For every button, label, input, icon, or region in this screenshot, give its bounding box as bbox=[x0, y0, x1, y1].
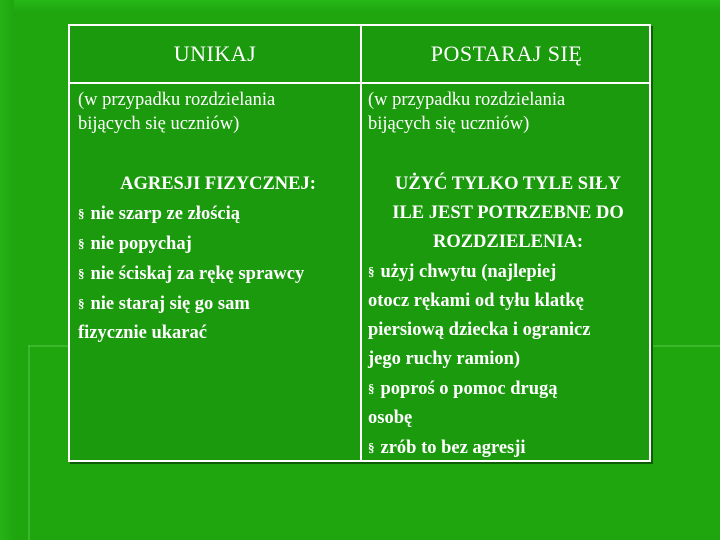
section-title: UŻYĆ TYLKO TYLE SIŁY ILE JEST POTRZEBNE DO ROZDZIELENIA: bbox=[392, 174, 624, 252]
column-divider bbox=[360, 26, 362, 460]
context-note bbox=[368, 88, 648, 136]
background-band-left bbox=[0, 0, 14, 540]
list-item: § nie staraj się go sam bbox=[78, 289, 358, 319]
context-note-line: bijących się uczniów) bbox=[78, 114, 240, 134]
list-item: § nie szarp ze złością bbox=[78, 199, 358, 229]
bullet-list bbox=[368, 257, 648, 463]
bullet-icon: § bbox=[78, 266, 85, 281]
bullet-list bbox=[78, 199, 358, 348]
bullet-icon: § bbox=[368, 264, 375, 279]
list-item-continuation: piersiową dziecka i ogranicz bbox=[368, 320, 591, 340]
bullet-icon: § bbox=[78, 296, 85, 311]
background-rule-vertical bbox=[28, 345, 30, 540]
list-item: § użyj chwytu (najlepiej bbox=[368, 257, 648, 287]
header-avoid: UNIKAJ bbox=[173, 41, 257, 66]
list-item: § poproś o pomoc drugą bbox=[368, 374, 648, 404]
context-note-line: (w przypadku rozdzielania bbox=[368, 90, 566, 110]
list-item: § nie popychaj bbox=[78, 229, 358, 259]
list-item-continuation: osobę bbox=[368, 408, 413, 428]
list-item: § zrób to bez agresji bbox=[368, 433, 648, 463]
bullet-icon: § bbox=[368, 440, 375, 455]
header-divider bbox=[70, 82, 649, 84]
header-try: POSTARAJ SIĘ bbox=[430, 41, 583, 66]
comparison-table bbox=[68, 24, 651, 462]
context-note bbox=[78, 88, 358, 136]
context-note-line: bijących się uczniów) bbox=[368, 114, 530, 134]
bullet-icon: § bbox=[368, 381, 375, 396]
list-item-continuation: fizycznie ukarać bbox=[78, 323, 207, 343]
list-item-continuation: jego ruchy ramion) bbox=[368, 349, 521, 369]
section-title: AGRESJI FIZYCZNEJ: bbox=[120, 174, 316, 194]
bullet-icon: § bbox=[78, 206, 85, 221]
cell-try bbox=[368, 88, 648, 463]
bullet-icon: § bbox=[78, 236, 85, 251]
list-item: § nie ściskaj za rękę sprawcy bbox=[78, 259, 358, 289]
cell-avoid bbox=[78, 88, 358, 348]
context-note-line: (w przypadku rozdzielania bbox=[78, 90, 276, 110]
background-band-top bbox=[0, 0, 720, 12]
list-item-continuation: otocz rękami od tyłu klatkę bbox=[368, 291, 584, 311]
